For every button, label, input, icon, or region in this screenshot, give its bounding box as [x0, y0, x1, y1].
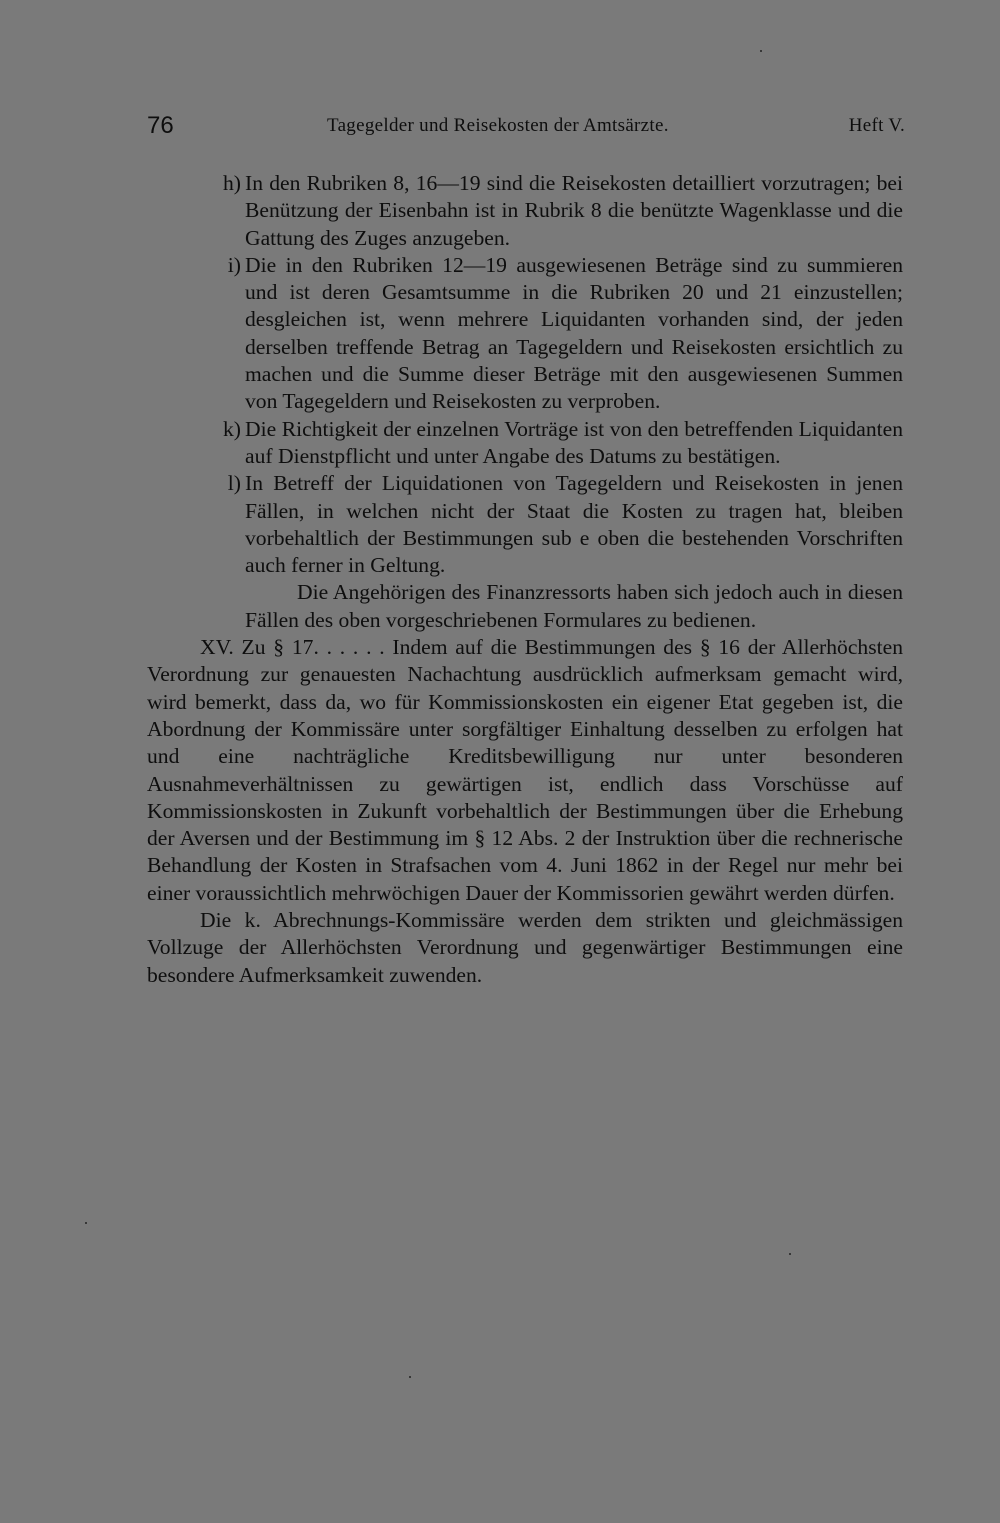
speck — [409, 1376, 411, 1378]
list-item-k — [147, 416, 903, 471]
page-body — [147, 170, 903, 989]
speck — [789, 1253, 791, 1255]
list-item-i — [147, 252, 903, 416]
item-marker: i) — [227, 252, 241, 277]
item-text: Die Richtigkeit der einzelnen Vorträge ist von den betreffenden Liquidanten auf Dienstpflicht und unter Angabe des Datums zu bestätigen. — [245, 416, 903, 468]
item-marker: l) — [227, 471, 241, 496]
issue-label: Heft V. — [848, 115, 905, 136]
speck — [85, 1222, 87, 1224]
item-l-continuation: Die Angehörigen des Finanzressorts haben sich jedoch auch in diesen Fällen des oben vorgeschriebenen Formulares zu bedienen. — [245, 580, 903, 632]
list-item-h — [147, 170, 903, 252]
running-title: Tagegelder und Reisekosten der Amtsärzte. — [327, 115, 669, 136]
item-text: In den Rubriken 8, 16—19 sind die Reisekosten detailliert vorzutragen; bei Benützung der Eisenbahn ist in Rubrik 8 die benützte Wagenklasse und die Gattung des Zuges anzugeben. — [245, 171, 903, 250]
page-number: 76 — [147, 112, 174, 139]
item-marker: k) — [223, 416, 241, 441]
section-xv: XV. Zu § 17. . . . . . Indem auf die Bestimmungen des § 16 der Allerhöchsten Verordnung zur genauesten Nachachtung ausdrücklich aufmerksam gemacht wird, wird bemerkt, dass da, wo für Kommissionskosten ein eigener Etat gegeben ist, die Abordnung der Kommissäre unter sorgfältiger Einhaltung desselben zu erfolgen hat und eine nachträgliche Kreditsbewilligung nur unter besonderen Ausnahmeverhältnissen zu gewärtigen ist, endlich dass Vorschüsse auf Kommissionskosten in Zukunft vorbehaltlich der Bestimmungen über die Erhebung der Aversen und der Bestimmung im § 12 Abs. 2 der Instruktion über die rechnerische Behandlung der Kosten in Strafsachen vom 4. Juni 1862 in der Regel nur mehr bei einer voraussichtlich mehrwöchigen Dauer der Kommissorien gewährt werden dürfen. — [147, 635, 903, 905]
page-header — [147, 112, 905, 142]
speck — [760, 50, 762, 52]
final-paragraph: Die k. Abrechnungs-Kommissäre werden dem strikten und gleichmässigen Vollzuge der Allerhöchsten Verordnung und gegenwärtiger Bestimmungen eine besondere Aufmerksamkeit zuwenden. — [147, 908, 903, 987]
item-text: In Betreff der Liquidationen von Tagegeldern und Reisekosten in jenen Fällen, in welchen nicht der Staat die Kosten zu tragen hat, bleiben vorbehaltlich der Bestimmungen sub e oben die bestehenden Vorschriften auch ferner in Geltung. — [245, 471, 903, 578]
item-text: Die in den Rubriken 12—19 ausgewiesenen Beträge sind zu summieren und ist deren Gesamtsumme in die Rubriken 20 und 21 einzustellen; desgleichen ist, wenn mehrere Liquidanten vorhanden sind, der jeden derselben treffende Betrag an Tagegeldern und Reisekosten ersichtlich zu machen und die Summe dieser Beträge mit den ausgewiesenen Summen von Tagegeldern und Reisekosten zu verproben. — [245, 252, 903, 414]
list-item-l — [147, 470, 903, 579]
item-marker: h) — [223, 171, 241, 195]
